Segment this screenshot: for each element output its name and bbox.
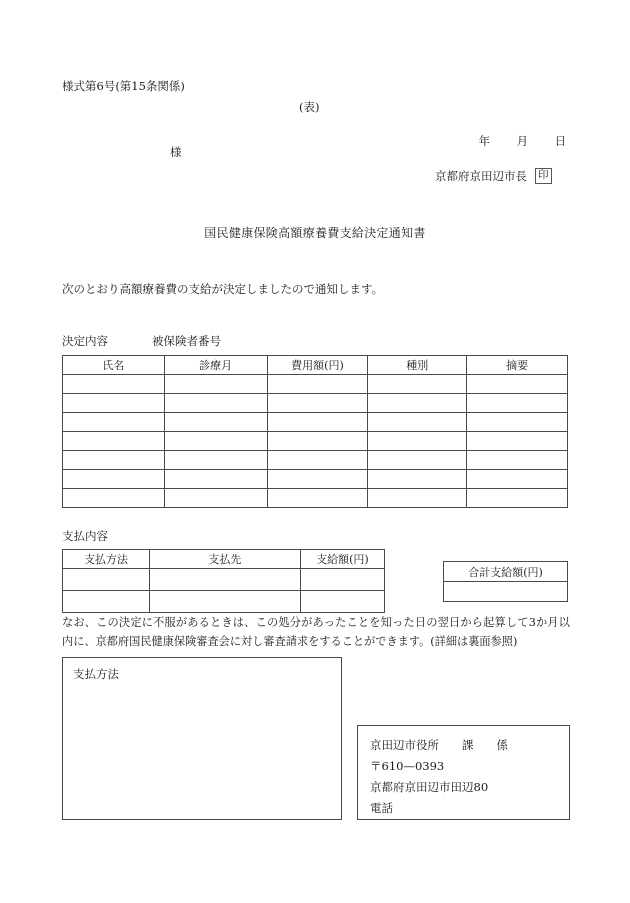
table-row <box>63 432 568 451</box>
appeal-notice-text: なお、この決定に不服があるときは、この処分があったことを知った日の翌日から起算して3か月以内に、京都府国民健康保険審査会に対し審査請求をすることができます。(詳細は裏面参照) <box>62 616 570 648</box>
table-row <box>63 591 385 613</box>
contact-address: 京都府京田辺市田辺80 <box>370 780 489 794</box>
cell-total-amount[interactable] <box>444 582 568 602</box>
column-header-name: 氏名 <box>63 356 165 375</box>
addressee-honorific: 様 <box>170 145 182 159</box>
cell-type[interactable] <box>368 451 467 470</box>
cell-payment-method[interactable] <box>63 569 150 591</box>
cell-amount[interactable] <box>267 451 368 470</box>
side-marker: (表) <box>299 100 320 114</box>
cell-amount[interactable] <box>267 394 368 413</box>
cell-name[interactable] <box>63 394 165 413</box>
insured-number-label: 被保険者番号 <box>152 334 221 348</box>
cell-month[interactable] <box>164 489 267 508</box>
cell-name[interactable] <box>63 470 165 489</box>
seal-icon: 印 <box>535 168 552 183</box>
column-header-payment-method: 支払方法 <box>63 550 150 569</box>
cell-remarks[interactable] <box>467 394 568 413</box>
table-row <box>63 413 568 432</box>
payment-table <box>62 549 385 613</box>
payment-method-box[interactable] <box>62 657 342 820</box>
total-amount-table <box>443 561 568 602</box>
cell-amount[interactable] <box>267 489 368 508</box>
cell-month[interactable] <box>164 451 267 470</box>
cell-type[interactable] <box>368 375 467 394</box>
cell-payment-amount[interactable] <box>300 569 384 591</box>
date-month-label: 月 <box>516 134 529 148</box>
table-row <box>63 451 568 470</box>
table-row <box>63 394 568 413</box>
column-header-payee: 支払先 <box>149 550 300 569</box>
cell-type[interactable] <box>368 489 467 508</box>
cell-type[interactable] <box>368 394 467 413</box>
cell-name[interactable] <box>63 489 165 508</box>
contact-box <box>357 725 570 820</box>
issuer-name: 京都府京田辺市長 <box>435 169 527 183</box>
cell-remarks[interactable] <box>467 489 568 508</box>
cell-month[interactable] <box>164 394 267 413</box>
table-row <box>63 489 568 508</box>
column-header-month: 診療月 <box>164 356 267 375</box>
cell-name[interactable] <box>63 375 165 394</box>
cell-name[interactable] <box>63 432 165 451</box>
cell-month[interactable] <box>164 432 267 451</box>
column-header-total-amount: 合計支給額(円) <box>444 562 568 582</box>
cell-remarks[interactable] <box>467 470 568 489</box>
cell-payee[interactable] <box>149 591 300 613</box>
table-header-row <box>444 562 568 582</box>
cell-amount[interactable] <box>267 375 368 394</box>
intro-text: 次のとおり高額療養費の支給が決定しましたので通知します。 <box>62 282 384 296</box>
table-row <box>63 569 385 591</box>
cell-remarks[interactable] <box>467 375 568 394</box>
payment-method-box-label: 支払方法 <box>73 667 119 681</box>
cell-type[interactable] <box>368 432 467 451</box>
date-day-label: 日 <box>554 134 567 148</box>
date-line <box>462 119 567 163</box>
column-header-remarks: 摘要 <box>467 356 568 375</box>
column-header-amount: 費用額(円) <box>267 356 368 375</box>
decision-section-label: 決定内容 <box>62 334 108 348</box>
cell-type[interactable] <box>368 413 467 432</box>
payment-section-label: 支払内容 <box>62 529 108 543</box>
cell-payment-method[interactable] <box>63 591 150 613</box>
cell-month[interactable] <box>164 470 267 489</box>
column-header-payment-amount: 支給額(円) <box>300 550 384 569</box>
cell-name[interactable] <box>63 451 165 470</box>
table-header-row <box>63 550 385 569</box>
decision-table <box>62 355 568 508</box>
cell-remarks[interactable] <box>467 413 568 432</box>
cell-payment-amount[interactable] <box>300 591 384 613</box>
cell-type[interactable] <box>368 470 467 489</box>
contact-office: 京田辺市役所 課 係 <box>370 738 508 752</box>
table-header-row <box>63 356 568 375</box>
table-row <box>63 375 568 394</box>
issuer-line <box>435 168 552 184</box>
cell-amount[interactable] <box>267 470 368 489</box>
cell-amount[interactable] <box>267 432 368 451</box>
cell-remarks[interactable] <box>467 451 568 470</box>
contact-phone-label: 電話 <box>370 801 393 815</box>
contact-postal-code: 〒610—0393 <box>370 759 445 773</box>
date-year-label: 年 <box>478 134 491 148</box>
table-row <box>63 470 568 489</box>
cell-remarks[interactable] <box>467 432 568 451</box>
table-row <box>444 582 568 602</box>
cell-month[interactable] <box>164 413 267 432</box>
cell-payee[interactable] <box>149 569 300 591</box>
cell-name[interactable] <box>63 413 165 432</box>
cell-amount[interactable] <box>267 413 368 432</box>
column-header-type: 種別 <box>368 356 467 375</box>
cell-month[interactable] <box>164 375 267 394</box>
form-number: 様式第6号(第15条関係) <box>62 79 185 93</box>
page-title: 国民健康保険高額療養費支給決定通知書 <box>204 226 426 240</box>
